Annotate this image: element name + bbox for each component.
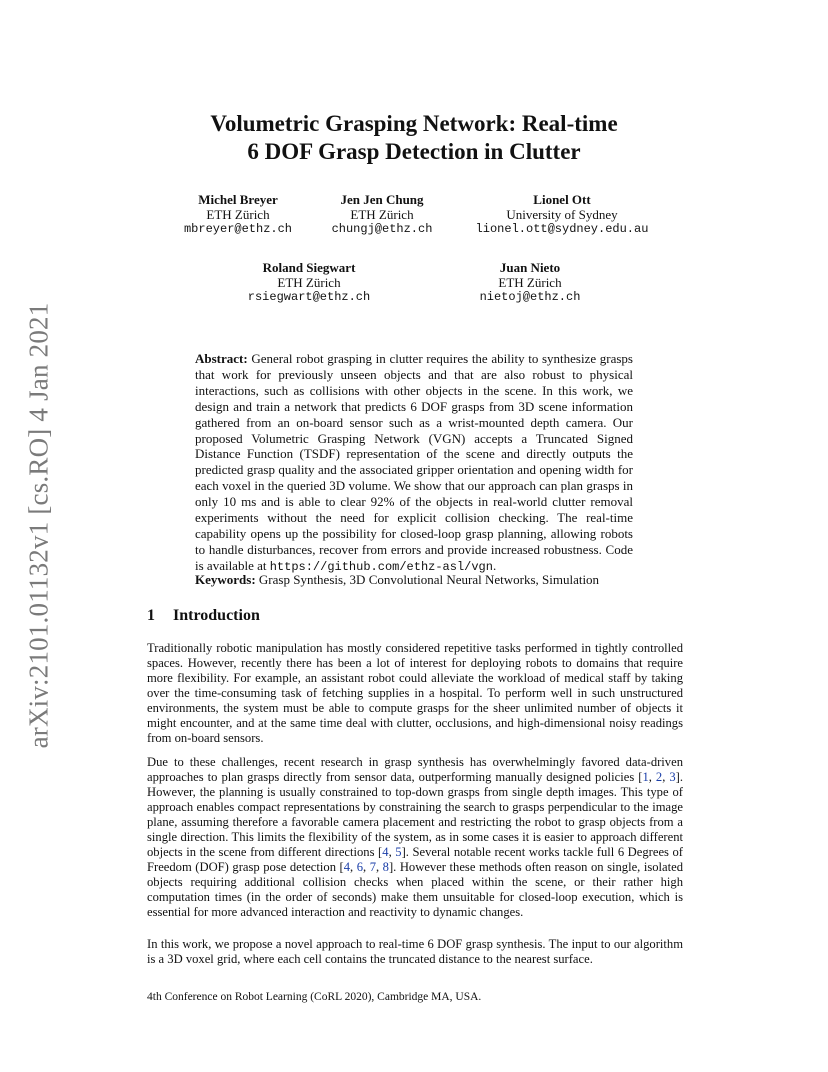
author-block bbox=[234, 260, 384, 305]
paragraph-text: , bbox=[662, 770, 670, 784]
citation-link[interactable]: 1 bbox=[642, 770, 649, 784]
author-name: Jen Jen Chung bbox=[340, 192, 424, 207]
author-affiliation: University of Sydney bbox=[506, 207, 618, 222]
citation-link[interactable]: 4 bbox=[382, 845, 389, 859]
paragraph-text: Due to these challenges, recent research in grasp synthesis has overwhelmingly favored data-driven approaches to plan grasps directly from sensor data, outperforming manually designed policies [ bbox=[147, 755, 683, 784]
citation-link[interactable]: 6 bbox=[356, 860, 363, 874]
author-email: nietoj@ethz.ch bbox=[479, 290, 581, 304]
arxiv-sidebar bbox=[23, 300, 54, 750]
paper-title-line-2: 6 DOF Grasp Detection in Clutter bbox=[247, 139, 581, 164]
section-number: 1 bbox=[147, 607, 155, 624]
citation-link[interactable]: 2 bbox=[655, 770, 663, 784]
paper-title-line-1: Volumetric Grasping Network: Real-time bbox=[210, 111, 618, 136]
section-title: Introduction bbox=[173, 607, 260, 624]
keywords-text: Grasp Synthesis, 3D Convolutional Neural Networks, Simulation bbox=[258, 572, 600, 587]
keywords bbox=[195, 572, 633, 588]
author-affiliation: ETH Zürich bbox=[206, 207, 270, 222]
paragraph-1: Traditionally robotic manipulation has mostly considered repetitive tasks performed in tightly controlled spaces. However, recently there has been a lot of interest for deploying robots to domains that require more flexibility. For example, an assistant robot could alleviate the workload of medical staff by taking over the time-consuming task of fetching supplies in a hospital. To perform well in such unstructured environments, the system must be able to compute grasps for the sheer unlimited number of objects it might encounter, and at the same time deal with clutter, occlusions, and high-dimensional noisy readings from on-board sensors. bbox=[147, 641, 683, 745]
author-block bbox=[168, 192, 308, 237]
author-name: Juan Nieto bbox=[499, 260, 561, 275]
author-name: Michel Breyer bbox=[198, 192, 278, 207]
author-block bbox=[312, 192, 452, 237]
arxiv-identifier: arXiv:2101.01132v1 [cs.RO] 4 Jan 2021 bbox=[23, 302, 54, 748]
paragraph-2 bbox=[147, 755, 683, 920]
paragraph-text: , bbox=[388, 845, 396, 859]
author-affiliation: ETH Zürich bbox=[350, 207, 414, 222]
author-block bbox=[462, 192, 662, 237]
author-name: Lionel Ott bbox=[533, 192, 591, 207]
abstract-end: . bbox=[492, 557, 497, 573]
code-link[interactable]: https://github.com/ethz-asl/vgn bbox=[269, 559, 493, 574]
paragraph-text: , bbox=[363, 860, 370, 874]
abstract-text: General robot grasping in clutter requires the ability to synthesize grasps that work for previously unseen objects and that are also robust to physical interactions, such as collisions with other objects in the scene. In this work, we design and train a network that predicts 6 DOF grasps from 3D scene information gathered from an on-board sensor such as a wrist-mounted depth camera. Our proposed Volumetric Grasping Network (VGN) accepts a Truncated Signed Distance Function (TSDF) representation of the scene and directly outputs the predicted grasp quality and the associated gripper orientation and opening width for each voxel in the queried 3D volume. We show that our approach can plan grasps in only 10 ms and is able to clear 92% of the objects in real-world clutter removal experiments without the need for explicit collision checking. The real-time capability opens up the possibility for closed-loop grasp planning, allowing robots to handle disturbances, recover from errors and provide increased robustness. Code is available at bbox=[195, 351, 633, 573]
paragraph-text: ]. Several notable recent works tackle full 6 Degrees of Freedom (DOF) grasp pose detection [ bbox=[147, 845, 683, 874]
abstract bbox=[195, 351, 633, 576]
citation-link[interactable]: 5 bbox=[395, 845, 402, 859]
paragraph-3: In this work, we propose a novel approach to real-time 6 DOF grasp synthesis. The input to our algorithm is a 3D voxel grid, where each cell contains the truncated distance to the nearest surface. bbox=[147, 937, 683, 966]
paragraph-text: , bbox=[350, 860, 357, 874]
author-email: mbreyer@ethz.ch bbox=[183, 222, 293, 236]
paragraph-text: ]. However these methods often reason on single, isolated objects requiring additional collision checks when placed within the scene, or their rather high computation times (in the order of seconds) make them unsuitable for closed-loop execution, which is essential for more advanced interaction and reactivity to dynamic changes. bbox=[147, 860, 684, 919]
author-email: rsiegwart@ethz.ch bbox=[247, 290, 371, 304]
author-email: chungj@ethz.ch bbox=[331, 222, 433, 236]
author-affiliation: ETH Zürich bbox=[277, 275, 341, 290]
citation-link[interactable]: 3 bbox=[669, 770, 676, 784]
citation-link[interactable]: 8 bbox=[382, 860, 389, 874]
author-email: lionel.ott@sydney.edu.au bbox=[475, 222, 649, 236]
keywords-label: Keywords: bbox=[195, 572, 256, 587]
citation-link[interactable]: 7 bbox=[369, 860, 376, 874]
paper-title bbox=[0, 110, 828, 166]
abstract-label: Abstract: bbox=[195, 351, 248, 366]
author-affiliation: ETH Zürich bbox=[498, 275, 562, 290]
author-block bbox=[465, 260, 595, 305]
paragraph-text: , bbox=[648, 770, 656, 784]
author-name: Roland Siegwart bbox=[262, 260, 356, 275]
conference-footer: 4th Conference on Robot Learning (CoRL 2020), Cambridge MA, USA. bbox=[147, 991, 482, 1003]
section-heading bbox=[147, 607, 260, 625]
citation-link[interactable]: 4 bbox=[343, 860, 351, 874]
paragraph-text: , bbox=[375, 860, 383, 874]
paragraph-text: ]. However, the planning is usually constrained to top-down grasps from single depth images. This type of approach enables compact representations by constraining the search to grasps perpendicular to the image plane, assuming therefore a favorable camera placement and restricting the robot to grasp objects from a single direction. This limits the flexibility of the system, as in some cases it is easier to approach different objects in the scene from different directions [ bbox=[147, 770, 684, 859]
